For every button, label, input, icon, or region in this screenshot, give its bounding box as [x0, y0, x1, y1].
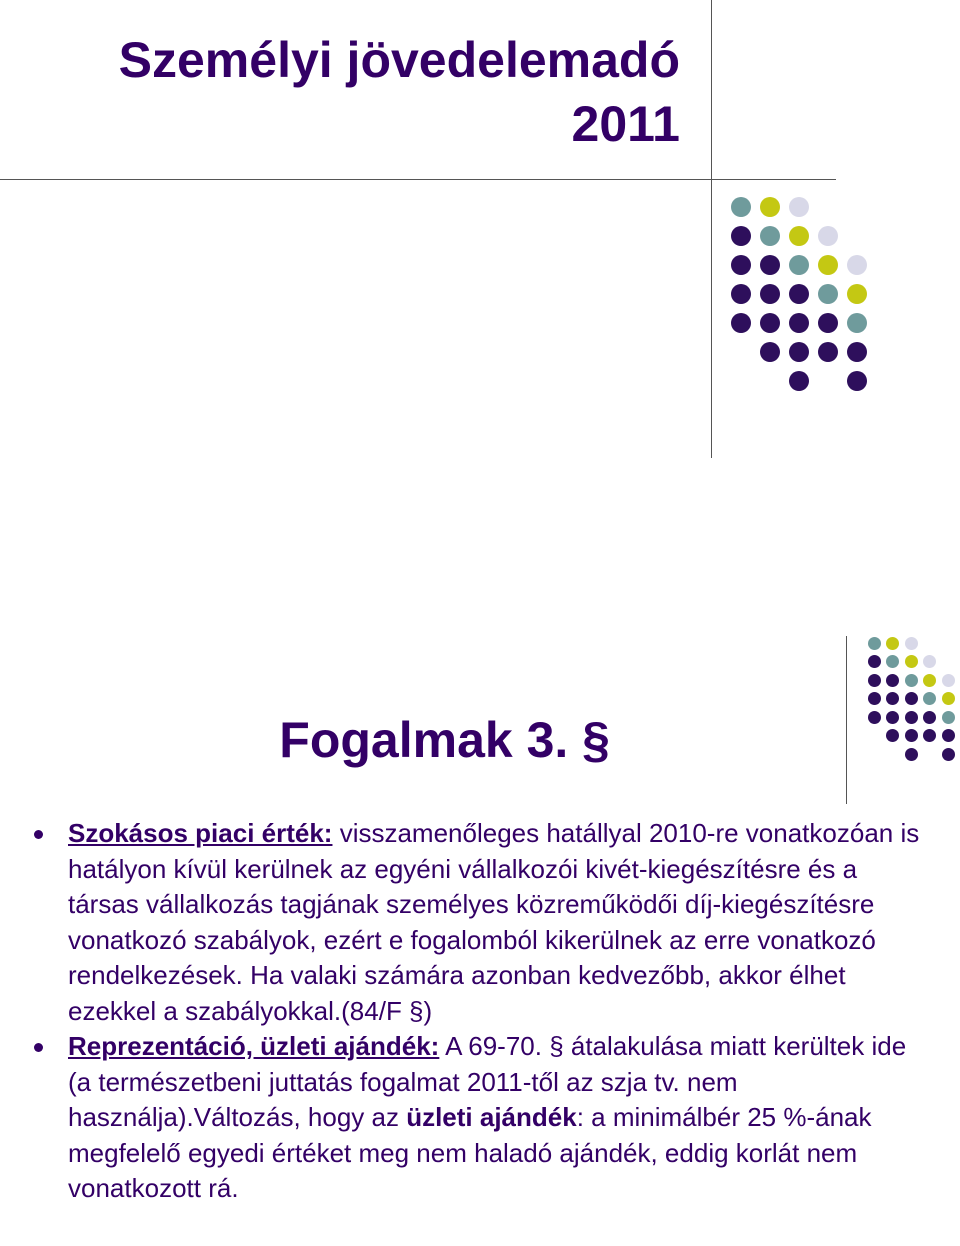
decorative-dot: [868, 674, 881, 687]
decorative-dot: [789, 255, 809, 275]
decorative-dot: [789, 284, 809, 304]
decorative-dot: [886, 692, 899, 705]
decorative-dot: [731, 284, 751, 304]
decorative-dot: [789, 313, 809, 333]
decorative-dot: [818, 342, 838, 362]
list-item: [34, 1029, 934, 1207]
decorative-dot: [789, 371, 809, 391]
decorative-dot: [847, 284, 867, 304]
decorative-dot: [868, 655, 881, 668]
decorative-dot: [923, 729, 936, 742]
decorative-dot: [923, 692, 936, 705]
bullet-text: visszamenőleges hatállyal 2010-re vonatkozóan is hatályon kívül kerülnek az egyéni vállalkozói kivét-kiegészítésre és a társas vállalkozás tagjának személyes közreműködői díj-kiegészítésre vonatkozó szabályok, ezért e fogalomból kikerülnek az erre vonatkozó rendelkezések. Ha valaki számára azonban kedvezőbb, akkor élhet ezekkel a szabályokkal.(84/F §): [68, 818, 920, 1026]
decorative-dot: [789, 342, 809, 362]
decorative-dot: [760, 342, 780, 362]
decorative-dot: [923, 655, 936, 668]
bullet-dot-icon: [34, 1043, 43, 1052]
decorative-dot: [942, 711, 955, 724]
decorative-dot: [818, 255, 838, 275]
decorative-dot: [760, 284, 780, 304]
decorative-dot: [868, 692, 881, 705]
bullet-text: A 69-70. § átalakulása miatt kerültek ide (a természetbeni juttatás fogalmat 2011-től az szja tv. nem használja).Változás, hogy az: [68, 1031, 907, 1132]
decorative-dot: [942, 674, 955, 687]
decorative-dot: [847, 313, 867, 333]
slide1-title-line1: Személyi jövedelemadó: [118, 32, 680, 88]
decorative-dot: [905, 692, 918, 705]
decorative-dot: [886, 729, 899, 742]
decorative-dot: [818, 226, 838, 246]
bullet-dot-icon: [34, 830, 43, 839]
bullet-list: [34, 816, 934, 1207]
decorative-dot: [942, 748, 955, 761]
decorative-dot: [886, 655, 899, 668]
decorative-dot: [731, 313, 751, 333]
decorative-dot: [731, 255, 751, 275]
bullet-text-end: : a minimálbér 25 %-ának megfelelő egyedi értéket meg nem haladó ajándék, eddig korlát nem vonatkozott rá.: [68, 1102, 872, 1203]
decorative-dot: [923, 711, 936, 724]
decorative-dot: [818, 284, 838, 304]
decorative-dot: [847, 342, 867, 362]
term-label: Szokásos piaci érték:: [68, 818, 333, 848]
decorative-dot: [905, 729, 918, 742]
decorative-dot: [905, 655, 918, 668]
decorative-dot: [942, 692, 955, 705]
decorative-dot: [868, 637, 881, 650]
decorative-dot: [905, 637, 918, 650]
decorative-dot: [731, 197, 751, 217]
list-item: [34, 816, 934, 1029]
slide2-title: Fogalmak 3. §: [279, 712, 610, 768]
decorative-dot: [760, 255, 780, 275]
term-label: Reprezentáció, üzleti ajándék:: [68, 1031, 440, 1061]
decorative-dot: [760, 313, 780, 333]
slide1-vertical-rule: [711, 0, 712, 458]
decorative-dot: [886, 637, 899, 650]
decorative-dot: [886, 674, 899, 687]
decorative-dot: [905, 711, 918, 724]
decorative-dot: [942, 729, 955, 742]
bold-term: üzleti ajándék: [406, 1102, 577, 1132]
slide1-title: [0, 28, 680, 156]
decorative-dot: [905, 748, 918, 761]
decorative-dot: [868, 711, 881, 724]
decorative-dot: [923, 674, 936, 687]
decorative-dot: [905, 674, 918, 687]
decorative-dot: [789, 226, 809, 246]
decorative-dot: [847, 255, 867, 275]
decorative-dot: [760, 197, 780, 217]
decorative-dot: [731, 226, 751, 246]
slide1-title-line2: 2011: [571, 96, 680, 152]
decorative-dot: [789, 197, 809, 217]
decorative-dot: [818, 313, 838, 333]
slide2-vertical-rule: [846, 636, 847, 804]
decorative-dot: [760, 226, 780, 246]
decorative-dot: [886, 711, 899, 724]
decorative-dot: [847, 371, 867, 391]
